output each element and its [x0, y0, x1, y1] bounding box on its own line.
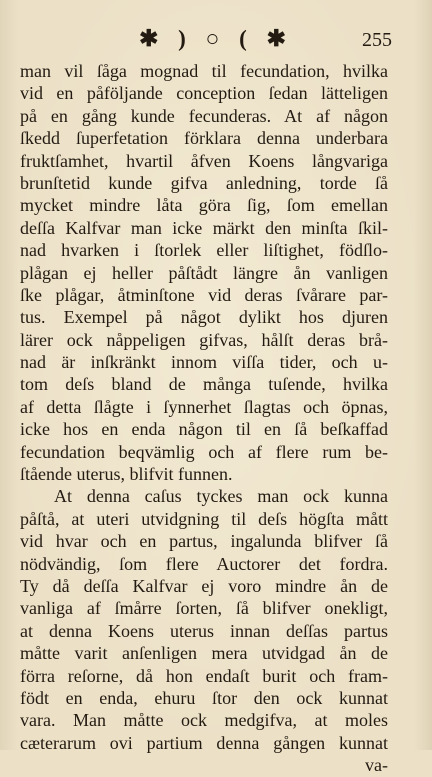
text-line: at denna Koens uterus innan deſſas partus — [20, 620, 388, 641]
text-line: måtte varit anſenligen mera utvidgad ån de — [20, 643, 388, 664]
text-line: nad är inſkränkt innom viſſa tider, och u- — [20, 352, 388, 373]
text-line: vid en påföljande conception ſedan lätteligen — [20, 83, 388, 104]
paragraph-start-line: At denna caſus tyckes man ock kunna — [54, 486, 388, 507]
text-line: nödvändig, ſom flere Auctorer det fordra. — [20, 553, 388, 574]
text-line: vanliga af ſmårre ſorten, ſå blifver onekligt, — [20, 598, 388, 619]
text-line: Ty då deſſa Kalfvar ej voro mindre ån de — [20, 575, 388, 596]
page-header — [0, 26, 432, 52]
text-line: fruktſamhet, hvartil åfven Koens långvariga — [20, 150, 388, 171]
text-line: man vil ſåga mognad til fecundation, hvilka — [20, 61, 388, 81]
text-line: förra reſorne, då hon endaſt burit och fram- — [20, 665, 388, 686]
text-line: ſkedd ſuperfetation förklara denna underbara — [20, 128, 388, 149]
text-line: vid hvar och en partus, ingalunda blifver ſå — [20, 531, 388, 552]
text-line: cæterarum ovi partium denna gången kunnat — [20, 732, 388, 753]
text-line: tus. Exempel på något dylikt hos djuren — [20, 307, 388, 328]
text-line: födt en enda, ehuru ſtor den ock kunnat — [20, 687, 388, 708]
text-line: på en gång kunde fecunderas. At af någon — [20, 105, 388, 126]
text-line: vara. Man måtte ock medgifva, at moles — [20, 710, 388, 731]
catchword: va- — [365, 755, 388, 776]
paragraph-end-line: ſtående uterus, blifvit funnen. — [20, 464, 233, 485]
text-line: plågan ej heller påſtådt längre ån vanligen — [20, 262, 388, 283]
text-line: tom deſs bland de många tuſende, hvilka — [20, 374, 388, 395]
header-ornament: ✱ ) ○ ( ✱ — [139, 26, 293, 51]
text-line: nad hvarken i ſtorlek eller liſtighet, födſlo- — [20, 240, 388, 261]
text-line: mycket mindre låta göra ſig, ſom emellan — [20, 195, 388, 216]
text-line: lärer ock nåppeligen gifvas, hålſt deras brå- — [20, 329, 388, 350]
text-line: deſſa Kalfvar man icke märkt den minſta ſkil- — [20, 217, 388, 238]
text-line: brunſtetid kunde gifva anledning, torde ſå — [20, 172, 388, 193]
text-line: icke hos en enda någon til en ſå beſkaffad — [20, 419, 388, 440]
page-number: 255 — [362, 29, 392, 51]
text-line: ſke plågar, åtminſtone vid deras ſvårare par- — [20, 284, 388, 305]
body-text — [20, 60, 388, 777]
text-line: af detta ſlågte i ſynnerhet ſlagtas och öpnas, — [20, 396, 388, 417]
text-line: fecundation beqvämlig och af flere rum be- — [20, 441, 388, 462]
text-line: påſtå, at uteri utvidgning til deſs högſta mått — [20, 508, 388, 529]
